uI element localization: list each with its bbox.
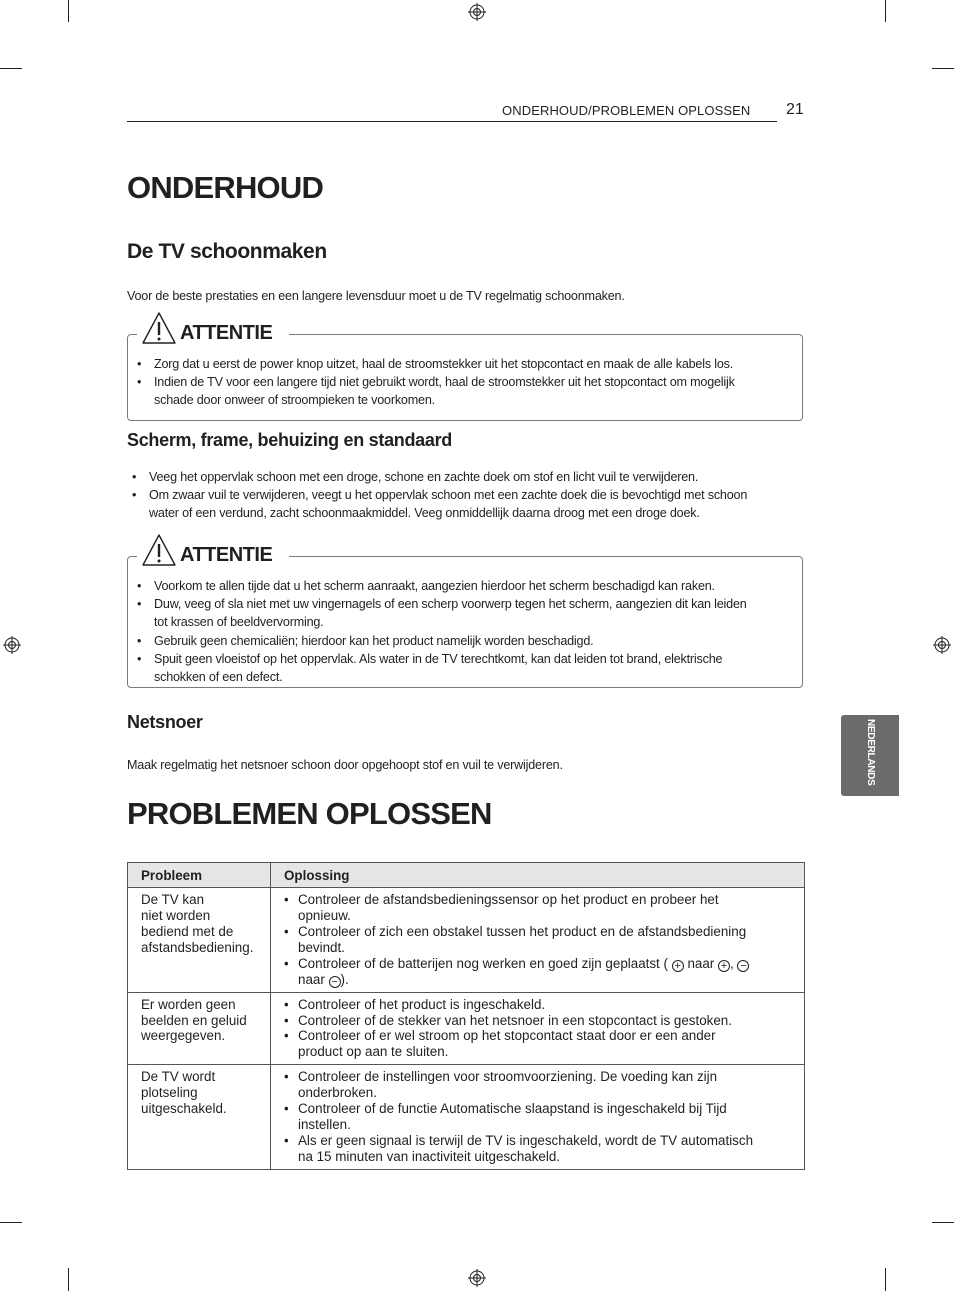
plus-circle-icon: + xyxy=(718,960,730,972)
heading-cleaning: De TV schoonmaken xyxy=(127,240,327,263)
heading-cord: Netsnoer xyxy=(127,712,203,732)
list-item: • Veeg het oppervlak schoon met een droge, schone en zachte doek om stof en licht vuil te verwijderen. xyxy=(132,468,802,486)
list-item: • Spuit geen vloeistof op het oppervlak. Als water in de TV terechtkomt, kan dat leiden tot brand, elektrische schokken of een defect. xyxy=(137,650,797,686)
list-item: • Gebruik geen chemicaliën; hierdoor kan het product namelijk worden beschadigd. xyxy=(137,632,797,650)
list-item: • Voorkom te allen tijde dat u het scherm aanraakt, aangezien hierdoor het scherm beschadigd kan raken. xyxy=(137,577,797,595)
running-header: ONDERHOUD/PROBLEMEN OPLOSSEN xyxy=(502,103,751,118)
list-item: • Controleer of zich een obstakel tussen het product en de afstandsbediening bevindt. xyxy=(284,924,791,956)
heading-screen: Scherm, frame, behuizing en standaard xyxy=(127,430,452,450)
caution-header xyxy=(137,311,289,347)
crop-mark xyxy=(68,1268,69,1291)
section-title-troubleshooting: PROBLEMEN OPLOSSEN xyxy=(127,796,492,831)
list-item: • Controleer de afstandsbedieningssensor op het product en probeer het opnieuw. xyxy=(284,892,791,924)
problem-cell: De TV kan niet worden bediend met de afstandsbediening. xyxy=(128,888,271,993)
crop-mark xyxy=(885,0,886,22)
page-number: 21 xyxy=(786,101,804,118)
caution-list xyxy=(137,577,797,686)
table-row xyxy=(128,1065,805,1169)
problem-cell: De TV wordt plotseling uitgeschakeld. xyxy=(128,1065,271,1169)
crop-mark xyxy=(932,68,954,69)
caution-header xyxy=(137,533,289,569)
crop-mark xyxy=(885,1268,886,1291)
cleaning-intro: Voor de beste prestaties en een langere levensduur moet u de TV regelmatig schoonmaken. xyxy=(127,289,625,303)
screen-care-list xyxy=(132,468,802,523)
registration-left-icon xyxy=(3,636,21,654)
plus-circle-icon: + xyxy=(672,960,684,972)
header-rule xyxy=(127,121,777,122)
solution-cell xyxy=(271,992,805,1065)
minus-circle-icon: − xyxy=(737,960,749,972)
warning-triangle-icon xyxy=(141,533,177,567)
language-tab xyxy=(841,715,899,796)
section-title-maintenance: ONDERHOUD xyxy=(127,170,324,205)
crop-mark xyxy=(68,0,69,22)
crop-mark xyxy=(932,1222,954,1223)
cord-text: Maak regelmatig het netsnoer schoon door opgehoopt stof en vuil te verwijderen. xyxy=(127,758,563,772)
list-item: • Zorg dat u eerst de power knop uitzet, haal de stroomstekker uit het stopcontact en maak de alle kabels los. xyxy=(137,355,797,373)
crop-mark xyxy=(0,1222,22,1223)
table-header-row xyxy=(128,863,805,888)
list-item: • Om zwaar vuil te verwijderen, veegt u het oppervlak schoon met een zachte doek die is bevochtigd met schoon water of een verdund, zacht schoonmaakmiddel. Veeg onmiddellijk daarna droog met een droge doek. xyxy=(132,486,802,522)
caution-title: ATTENTIE xyxy=(180,322,273,344)
solution-cell xyxy=(271,888,805,993)
problem-cell: Er worden geen beelden en geluid weergegeven. xyxy=(128,992,271,1065)
column-header-problem: Probleem xyxy=(128,863,271,888)
column-header-solution: Oplossing xyxy=(271,863,805,888)
crop-mark xyxy=(0,68,22,69)
table-row xyxy=(128,888,805,993)
registration-right-icon xyxy=(933,636,951,654)
list-item: • Als er geen signaal is terwijl de TV is ingeschakeld, wordt de TV automatisch na 15 minuten van inactiviteit uitgeschakeld. xyxy=(284,1133,791,1165)
list-item: • Controleer de instellingen voor stroomvoorziening. De voeding kan zijn onderbroken. xyxy=(284,1069,791,1101)
list-item: • Controleer of de batterijen nog werken en goed zijn geplaatst ( + naar + , − naar − ). xyxy=(284,956,791,988)
list-item: • Controleer of het product is ingeschakeld. xyxy=(284,997,791,1013)
list-item: • Indien de TV voor een langere tijd niet gebruikt wordt, haal de stroomstekker uit het stopcontact om mogelijk schade door onweer of stroompieken te voorkomen. xyxy=(137,373,797,409)
list-item: • Controleer of er wel stroom op het stopcontact staat door er een ander product op aan te sluiten. xyxy=(284,1028,791,1060)
minus-circle-icon: − xyxy=(329,976,341,988)
list-item: • Duw, veeg of sla niet met uw vingernagels of een scherp voorwerp tegen het scherm, aangezien dit kan leiden tot krassen of beeldvervorming. xyxy=(137,595,797,631)
troubleshooting-table xyxy=(127,862,805,1170)
solution-cell xyxy=(271,1065,805,1169)
caution-list xyxy=(137,355,797,410)
registration-bottom-icon xyxy=(468,1269,486,1287)
caution-title: ATTENTIE xyxy=(180,544,273,566)
table-row xyxy=(128,992,805,1065)
language-tab-label: NEDERLANDS xyxy=(865,719,876,786)
list-item: • Controleer of de functie Automatische slaapstand is ingeschakeld bij Tijd instellen. xyxy=(284,1101,791,1133)
registration-top-icon xyxy=(468,3,486,21)
list-item: • Controleer of de stekker van het netsnoer in een stopcontact is gestoken. xyxy=(284,1013,791,1029)
warning-triangle-icon xyxy=(141,311,177,345)
